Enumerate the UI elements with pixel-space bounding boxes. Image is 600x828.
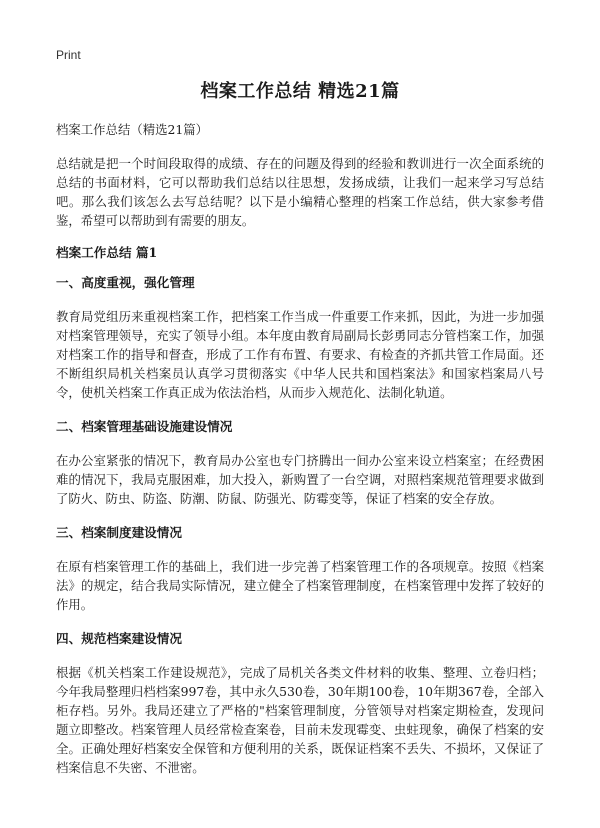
section-body-3: 在原有档案管理工作的基础上，我们进一步完善了档案管理工作的各项规章。按照《档案法》的规定，结合我局实际情况，建立健全了档案管理制度，在档案管理中发挥了较好的作用。 bbox=[56, 559, 544, 612]
section-heading-3: 三、档案制度建设情况 bbox=[56, 525, 182, 540]
section-heading-4: 四、规范档案建设情况 bbox=[56, 631, 182, 646]
document-body bbox=[56, 120, 544, 777]
section-heading-1: 一、高度重视，强化管理 bbox=[56, 275, 195, 290]
document-title: 档案工作总结 精选21篇 bbox=[200, 81, 400, 102]
section-body-1: 教育局党组历来重视档案工作，把档案工作当成一件重要工作来抓，因此，为进一步加强对档案管理领导，充实了领导小组。本年度由教育局副局长彭勇同志分管档案工作，加强对档案工作的指导和督查，形成了工作有布置、有要求、有检查的齐抓共管工作局面。还不断组织局机关档案员认真学习贯彻落实《中华人民共和国档案法》和国家档案局八号令，使机关档案工作真正成为依法治档，从而步入规范化、法制化轨道。 bbox=[56, 309, 544, 400]
section-body-4: 根据《机关档案工作建设规范》，完成了局机关各类文件材料的收集、整理、立卷归档；今年我局整理归档档案997卷，其中永久530卷，30年期100卷，10年期367卷，全部入柜存档。另外。我局还建立了严格的"档案管理制度，分管领导对档案定期检查，发现问题立即整改。档案管理人员经常检查案卷，目前未发现霉变、虫蛀现象，确保了档案的安全。正确处理好档案安全保管和方便利用的关系，既保证档案不丢失、不损坏，又保证了档案信息不失密、不泄密。 bbox=[56, 665, 544, 775]
section-heading-2: 二、档案管理基础设施建设情况 bbox=[56, 419, 233, 434]
section-body-2: 在办公室紧张的情况下，教育局办公室也专门挤腾出一间办公室来设立档案室；在经费困难的情况下，我局克服困难，加大投入，新购置了一台空调，对照档案规范管理要求做到了防火、防虫、防盗、防潮、防鼠、防强光、防霉变等，保证了档案的安全存放。 bbox=[56, 453, 544, 506]
print-label[interactable]: Print bbox=[56, 48, 81, 62]
document-subtitle: 档案工作总结（精选21篇） bbox=[56, 122, 209, 137]
intro-paragraph: 总结就是把一个时间段取得的成绩、存在的问题及得到的经验和教训进行一次全面系统的总结的书面材料，它可以帮助我们总结以往思想，发扬成绩，让我们一起来学习写总结吧。那么我们该怎么去写总结呢？以下是小编精心整理的档案工作总结，供大家参考借鉴，希望可以帮助到有需要的朋友。 bbox=[56, 156, 544, 228]
article-heading: 档案工作总结 篇1 bbox=[56, 245, 158, 260]
